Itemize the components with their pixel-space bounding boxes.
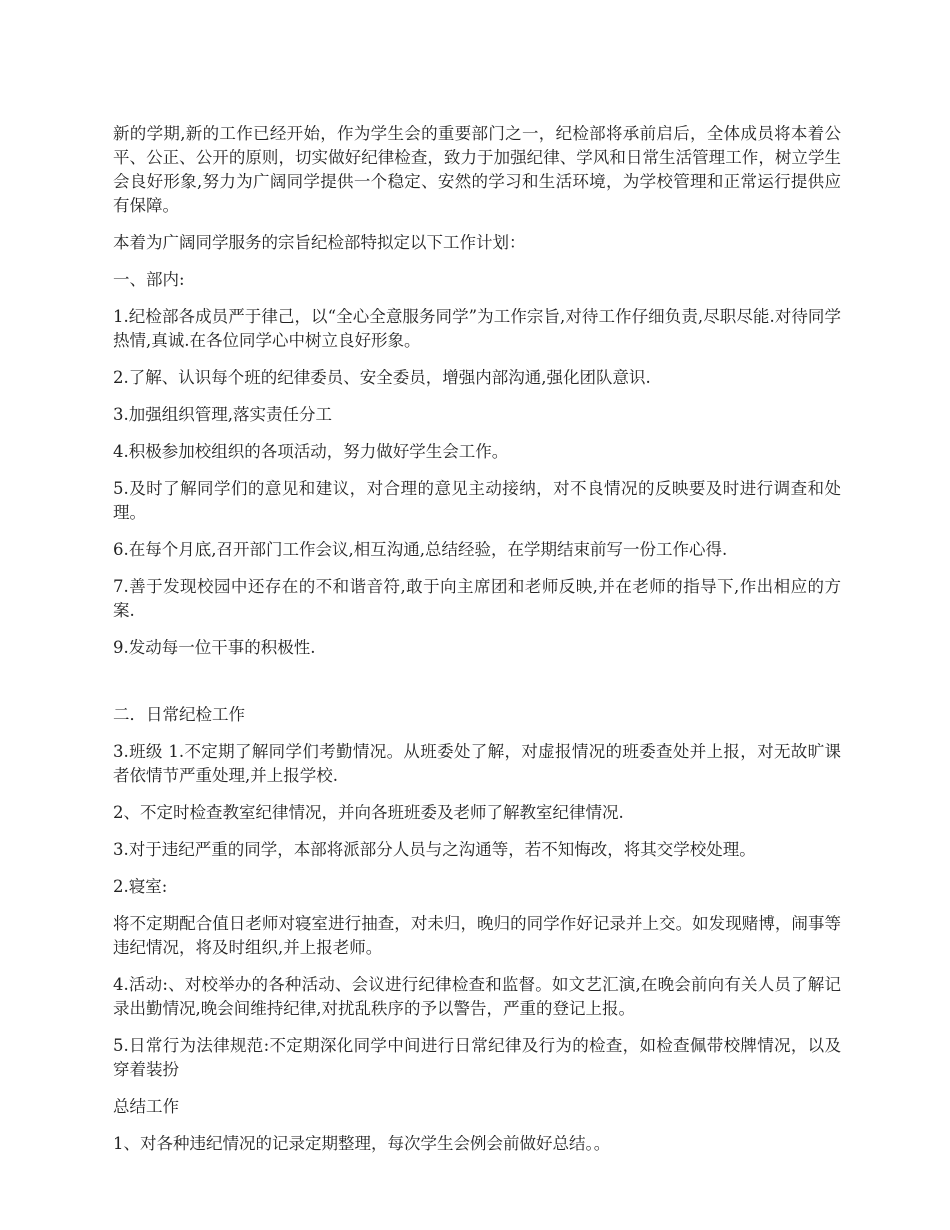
internal-item-9: 9.发动每一位干事的积极性. <box>113 638 316 657</box>
section-spacer <box>113 673 841 703</box>
section-heading-internal: 一、部内: <box>113 270 185 289</box>
internal-item-3: 3.加强组织管理,落实责任分工 <box>113 405 332 424</box>
daily-item-dorm-heading: 2.寝室: <box>113 877 168 896</box>
internal-item-2: 2.了解、认识每个班的纪律委员、安全委员，增强内部沟通,强化团队意识. <box>113 368 651 387</box>
internal-item-5: 5.及时了解同学们的意见和建议，对合理的意见主动接纳，对不良情况的反映要及时进行调查和处理。 <box>113 479 841 522</box>
daily-item-classroom: 2、不定时检查教室纪律情况，并向各班班委及老师了解教室纪律情况. <box>113 803 624 822</box>
plan-intro-paragraph: 本着为广阔同学服务的宗旨纪检部特拟定以下工作计划： <box>113 233 526 252</box>
summary-item-1: 1、对各种违纪情况的记录定期整理，每次学生会例会前做好总结。。 <box>113 1134 611 1153</box>
section-heading-daily: 二．日常纪检工作 <box>113 705 245 724</box>
internal-item-4: 4.积极参加校组织的各项活动，努力做好学生会工作。 <box>113 442 509 461</box>
daily-item-serious: 3.对于违纪严重的同学，本部将派部分人员与之沟通等，若不知悔改，将其交学校处理。 <box>113 840 756 859</box>
intro-paragraph: 新的学期,新的工作已经开始，作为学生会的重要部门之一，纪检部将承前启后，全体成员将本着公平、公正、公开的原则，切实做好纪律检查，致力于加强纪律、学风和日常生活管理工作，树立学生会良好形象,努力为广阔同学提供一个稳定、安然的学习和生活环境，为学校管理和正常运行提供应有保障。 <box>113 124 841 215</box>
internal-item-6: 6.在每个月底,召开部门工作会议,相互沟通,总结经验，在学期结束前写一份工作心得. <box>113 540 728 559</box>
daily-item-behavior: 5.日常行为法律规范:不定期深化同学中间进行日常纪律及行为的检查，如检查佩带校牌情况，以及穿着装扮 <box>113 1036 841 1079</box>
internal-item-7: 7.善于发现校园中还存在的不和谐音符,敢于向主席团和老师反映,并在老师的指导下,作出相应的方案. <box>113 577 841 620</box>
daily-item-class: 3.班级 1.不定期了解同学们考勤情况。从班委处了解，对虚报情况的班委查处并上报，对无故旷课者依情节严重处理,并上报学校. <box>113 742 841 785</box>
daily-item-dorm: 将不定期配合值日老师对寝室进行抽查，对未归，晚归的同学作好记录并上交。如发现赌博，闹事等违纪情况，将及时组织,并上报老师。 <box>113 914 841 957</box>
section-heading-summary: 总结工作 <box>113 1097 179 1116</box>
document-body <box>113 122 841 1169</box>
internal-item-1: 1.纪检部各成员严于律己，以“全心全意服务同学”为工作宗旨,对待工作仔细负责,尽职尽能.对待同学热情,真诚.在各位同学心中树立良好形象。 <box>113 307 841 350</box>
daily-item-activities: 4.活动:、对校举办的各种活动、会议进行纪律检查和监督。如文艺汇演,在晚会前向有关人员了解记录出勤情况,晚会间维持纪律,对扰乱秩序的予以警告，严重的登记上报。 <box>113 975 841 1018</box>
